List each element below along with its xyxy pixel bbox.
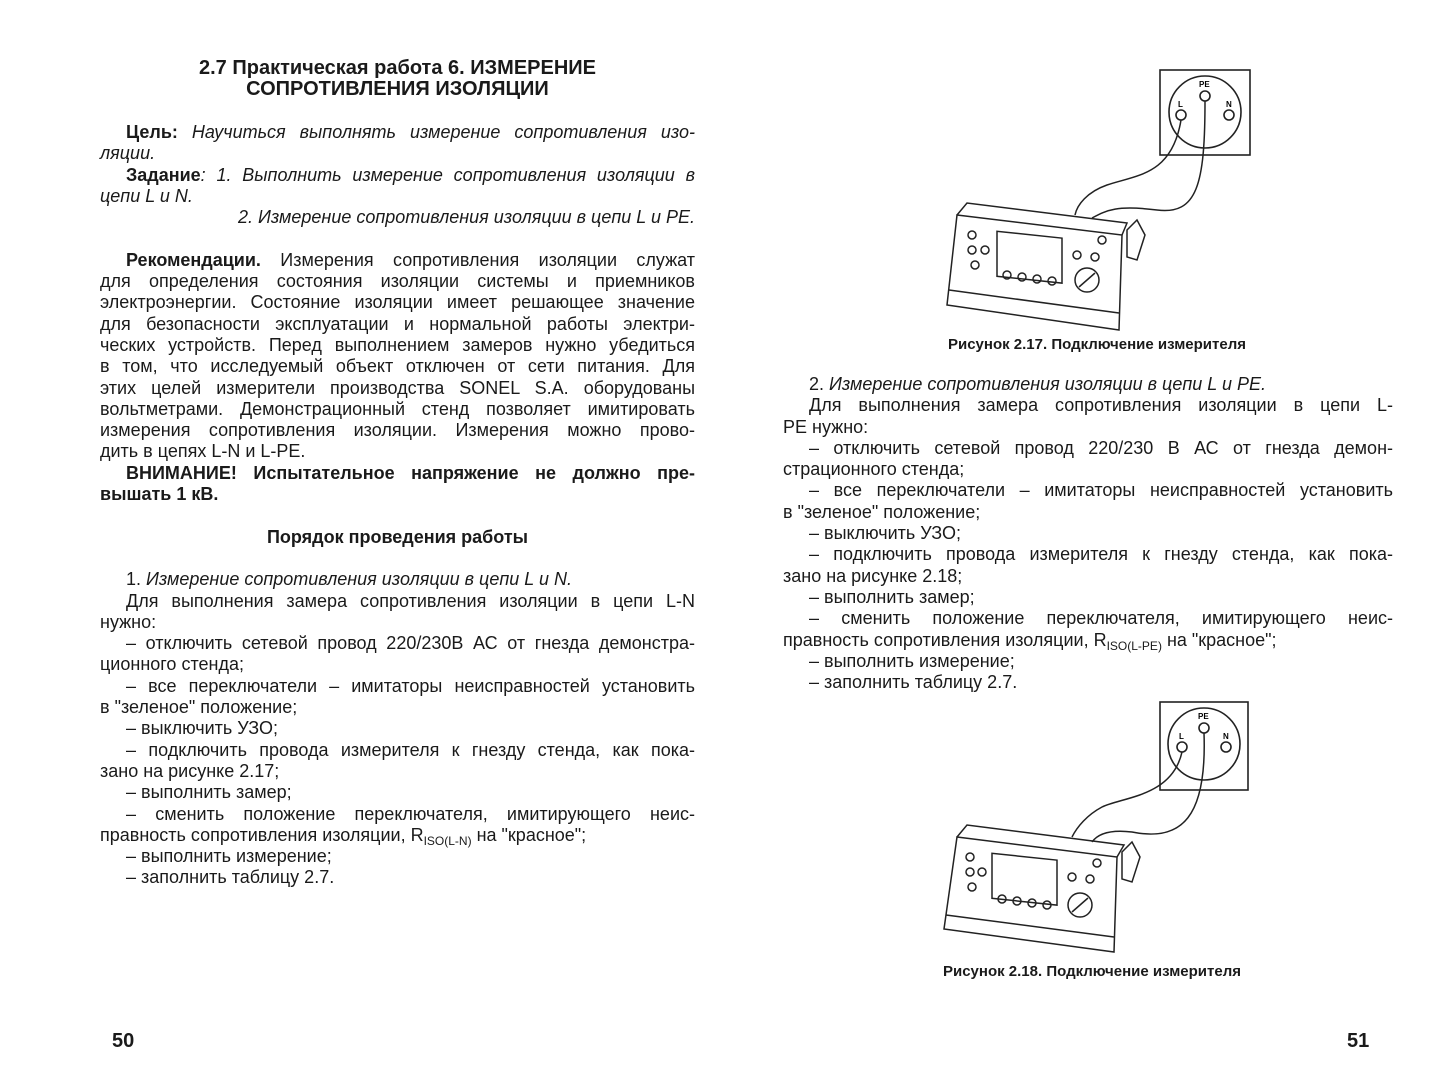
- heading-line: 2.7 Практическая работа 6. ИЗМЕРЕНИЕ: [199, 57, 596, 79]
- text-line: [100, 122, 695, 143]
- text-line: [100, 633, 695, 654]
- text-span: нужно:: [100, 611, 157, 632]
- text-span: правность сопротивления изоляции, R: [783, 629, 1107, 650]
- text-span: – выключить УЗО;: [809, 523, 961, 544]
- text-span: этих целей измерители производства SONEL S.A. оборудованы: [100, 377, 695, 398]
- text-span: Измерения сопротивления изоляции служат: [280, 249, 695, 270]
- italic-text: Измерение сопротивления изоляции в цепи L и N.: [146, 569, 572, 590]
- page-number: 51: [1347, 1030, 1370, 1052]
- text-line: [100, 271, 695, 292]
- text-span: – выполнить измерение;: [126, 846, 332, 867]
- text-line: [100, 378, 695, 399]
- text-span: – подключить провода измерителя к гнезду стенда, как пока-: [809, 544, 1393, 565]
- text-line: [100, 804, 695, 825]
- text-span: 1.: [126, 569, 147, 590]
- text-line: [783, 672, 1393, 693]
- text-line: [100, 165, 695, 186]
- text-line: [100, 825, 695, 846]
- bold-text: вышать 1 кВ.: [100, 484, 219, 505]
- text-line: [783, 523, 1393, 544]
- text-span: – все переключатели – имитаторы неисправностей установить: [809, 480, 1393, 501]
- text-span: – сменить положение переключателя, имитирующего неис-: [809, 608, 1393, 629]
- subscript-text: ISO(L-N): [423, 833, 472, 848]
- section-heading: [100, 58, 695, 100]
- text-line: [783, 417, 1393, 438]
- text-line: [100, 207, 695, 228]
- text-line: [100, 761, 695, 782]
- blank-line: [100, 505, 695, 526]
- text-line: [783, 544, 1393, 565]
- text-line: [100, 399, 695, 420]
- text-span: для определения состояния изоляции системы и приемников: [100, 271, 695, 292]
- text-line: [783, 459, 1393, 480]
- socket-label-pe: PE: [1199, 80, 1210, 89]
- figure-2-17-caption: Рисунок 2.17. Подключение измерителя: [947, 336, 1246, 353]
- text-span: на "красное";: [471, 824, 587, 845]
- text-line: [100, 867, 695, 888]
- text-span: – сменить положение переключателя, имитирующего неис-: [126, 803, 695, 824]
- text-line: [100, 527, 695, 548]
- text-span: в том, что исследуемый объект отключен от сети питания. Для: [100, 356, 695, 377]
- text-line: [100, 463, 695, 484]
- page-number: 50: [112, 1030, 135, 1052]
- text-span: зано на рисунке 2.18;: [783, 565, 963, 586]
- text-span: для безопасности эксплуатации и нормальной работы электри-: [100, 313, 695, 334]
- text-span: электроэнергии. Состояние изоляции имеет решающее значение: [100, 292, 695, 313]
- text-span: – все переключатели – имитаторы неисправностей установить: [126, 675, 695, 696]
- bold-text: Цель:: [126, 122, 192, 142]
- bold-text: Задание: [126, 164, 201, 185]
- socket-label-n: N: [1226, 100, 1232, 109]
- figure-2-18-illustration: [932, 697, 1262, 957]
- text-span: – заполнить таблицу 2.7.: [126, 867, 335, 888]
- subscript-text: ISO(L-PE): [1106, 638, 1162, 653]
- text-span: Для выполнения замера сопротивления изоляции в цепи L-N: [126, 590, 695, 611]
- right-page: [727, 0, 1454, 1080]
- text-span: правность сопротивления изоляции, R: [100, 824, 424, 845]
- text-line: [100, 846, 695, 867]
- text-span: 2.: [809, 374, 830, 394]
- text-line: [100, 292, 695, 313]
- text-line: [100, 484, 695, 505]
- italic-text: цепи L и N.: [100, 185, 193, 206]
- figure-2-17-illustration: [937, 65, 1267, 335]
- socket-label-n: N: [1223, 732, 1229, 741]
- text-span: PE нужно:: [783, 416, 869, 437]
- text-line: [100, 250, 695, 271]
- text-span: – отключить сетевой провод 220/230В АС от гнезда демонстра-: [126, 633, 695, 654]
- text-span: – выполнить замер;: [126, 782, 292, 803]
- text-line: [100, 186, 695, 207]
- text-line: [100, 335, 695, 356]
- text-line: [100, 420, 695, 441]
- text-line: [783, 480, 1393, 501]
- text-line: [100, 591, 695, 612]
- text-line: [783, 587, 1393, 608]
- figure-2-18-caption: Рисунок 2.18. Подключение измерителя: [942, 963, 1241, 980]
- text-line: [100, 676, 695, 697]
- text-span: – подключить провода измерителя к гнезду стенда, как пока-: [126, 739, 695, 760]
- left-body-text: [100, 122, 695, 889]
- right-body-text: [783, 374, 1393, 693]
- text-span: ческих устройств. Перед выполнением замеров нужно убедиться: [100, 334, 695, 355]
- italic-text: Научиться выполнять измерение сопротивления изо-: [191, 122, 695, 142]
- text-line: [100, 569, 695, 590]
- text-span: вольтметрами. Демонстрационный стенд позволяет имитировать: [100, 398, 695, 419]
- text-span: – выключить УЗО;: [126, 718, 278, 739]
- text-line: [100, 314, 695, 335]
- text-line: [783, 651, 1393, 672]
- insulation-meter-device: [947, 203, 1145, 330]
- text-line: [100, 143, 695, 164]
- text-span: ционного стенда;: [100, 654, 244, 675]
- blank-line: [100, 548, 695, 569]
- text-line: [783, 374, 1393, 395]
- bold-text: Рекомендации.: [126, 249, 281, 270]
- text-span: в "зеленое" положение;: [783, 501, 981, 522]
- text-span: Для выполнения замера сопротивления изоляции в цепи L-: [809, 395, 1393, 416]
- text-span: в "зеленое" положение;: [100, 697, 298, 718]
- socket-label-l: L: [1179, 732, 1184, 741]
- italic-text: 2. Измерение сопротивления изоляции в цепи L и PE.: [238, 207, 695, 228]
- italic-text: : 1. Выполнить измерение сопротивления изоляции в: [200, 164, 695, 185]
- text-line: [783, 566, 1393, 587]
- text-line: [100, 740, 695, 761]
- text-line: [783, 395, 1393, 416]
- text-line: [783, 608, 1393, 629]
- text-span: на "красное";: [1161, 629, 1277, 650]
- text-span: – заполнить таблицу 2.7.: [809, 672, 1018, 693]
- heading-line: СОПРОТИВЛЕНИЯ ИЗОЛЯЦИИ: [246, 78, 549, 100]
- text-line: [100, 612, 695, 633]
- bold-text: Порядок проведения работы: [266, 526, 529, 547]
- socket-label-pe: PE: [1198, 712, 1209, 721]
- text-span: зано на рисунке 2.17;: [100, 760, 280, 781]
- text-line: [783, 438, 1393, 459]
- text-line: [100, 782, 695, 803]
- text-line: [100, 356, 695, 377]
- italic-text: ляции.: [100, 143, 156, 164]
- socket-label-l: L: [1178, 100, 1183, 109]
- text-line: [100, 697, 695, 718]
- text-line: [783, 502, 1393, 523]
- text-span: – выполнить измерение;: [809, 650, 1015, 671]
- text-span: дить в цепях L-N и L-PE.: [100, 441, 306, 462]
- insulation-meter-device: [944, 825, 1140, 952]
- italic-text: Измерение сопротивления изоляции в цепи L и PE.: [829, 374, 1266, 394]
- bold-text: ВНИМАНИЕ! Испытательное напряжение не должно пре-: [126, 462, 695, 483]
- text-line: [783, 630, 1393, 651]
- text-span: страционного стенда;: [783, 459, 965, 480]
- text-span: измерения сопротивления изоляции. Измерения можно прово-: [100, 420, 695, 441]
- text-span: – отключить сетевой провод 220/230 В АС от гнезда демон-: [809, 437, 1393, 458]
- text-line: [100, 654, 695, 675]
- text-line: [100, 441, 695, 462]
- text-span: – выполнить замер;: [809, 586, 975, 607]
- text-line: [100, 718, 695, 739]
- test-leads: [1072, 733, 1204, 842]
- blank-line: [100, 228, 695, 249]
